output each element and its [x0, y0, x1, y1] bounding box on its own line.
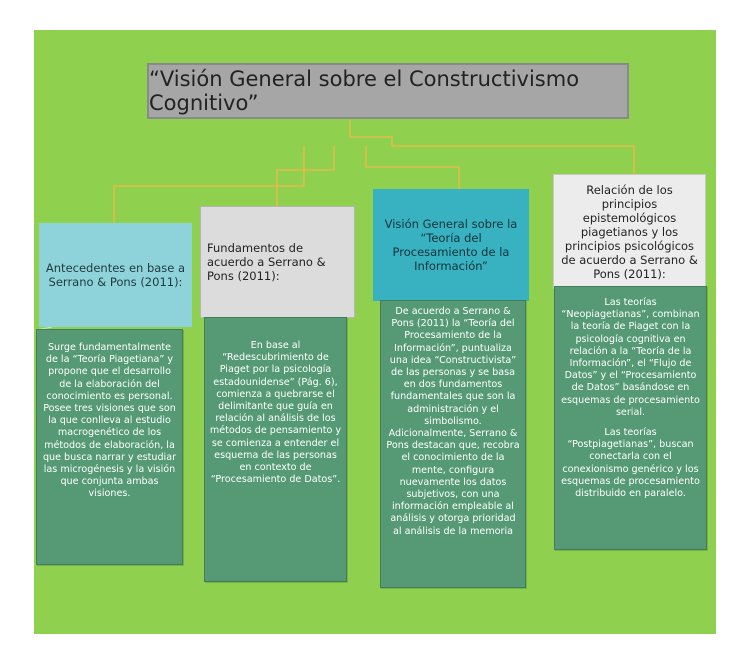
branch-heading-antecedentes: Antecedentes en base a Serrano & Pons (2011): — [39, 223, 192, 327]
branch-detail-fundamentos: En base al “Redescubrimiento de Piaget por la psicología estadounidense” (Pág. 6), comienza a quebrarse el delimitante que guía en relación al análisis de los métodos de pensamiento y se comienza a entender el esquema de las personas en contexto de “Procesamiento de Datos”. — [204, 317, 347, 582]
diagram-canvas — [34, 30, 716, 634]
branch-detail-antecedentes: Surge fundamentalmente de la “Teoría Piagetiana” y propone que el desarrollo de la elaboración del conocimiento es personal. Posee tres visiones que son la que conlleva al estudio macrogenético de los métodos de elaboración, la que busca narrar y estudiar las microgénesis y la visión que conjunta ambas visiones. — [36, 329, 183, 565]
relacion-paragraph-neopiagetianas: Las teorías “Neopiagetianas”, combinan la teoría de Piaget con la psicología cognitiva en relación a la “Teoría de la Información”, el “Flujo de Datos” y el “Procesamiento de Datos” basándose en esquemas de procesamiento serial. — [561, 297, 700, 418]
branch-heading-relacion: Relación de los principios epistemológicos piagetianos y los principios psicológicos de acuerdo a Serrano & Pons (2011): — [553, 174, 706, 289]
branch-heading-fundamentos: Fundamentos de acuerdo a Serrano & Pons (2011): — [200, 206, 355, 318]
main-title: “Visión General sobre el Constructivismo Cognitivo” — [147, 63, 629, 119]
branch-detail-relacion — [554, 286, 707, 550]
branch-detail-procesamiento: De acuerdo a Serrano & Pons (2011) la “Teoría del Procesamiento de la Información”, puntualiza una idea “Constructivista” de las personas y se basa en dos fundamentos fundamentales que son la administración y el simbolismo. Adicionalmente, Serrano & Pons destacan que, recobra el conocimiento de la mente, configura nuevamente los datos subjetivos, con una información empleable al análisis y otorga prioridad al análisis de la memoria — [380, 300, 526, 588]
relacion-paragraph-postpiagetianas: Las teorías “Postpiagetianas”, buscan conectarla con el conexionismo genérico y los esquemas de procesamiento distribuido en paralelo. — [561, 427, 700, 500]
branch-heading-procesamiento: Visión General sobre la “Teoría del Procesamiento de la Información” — [373, 189, 529, 301]
